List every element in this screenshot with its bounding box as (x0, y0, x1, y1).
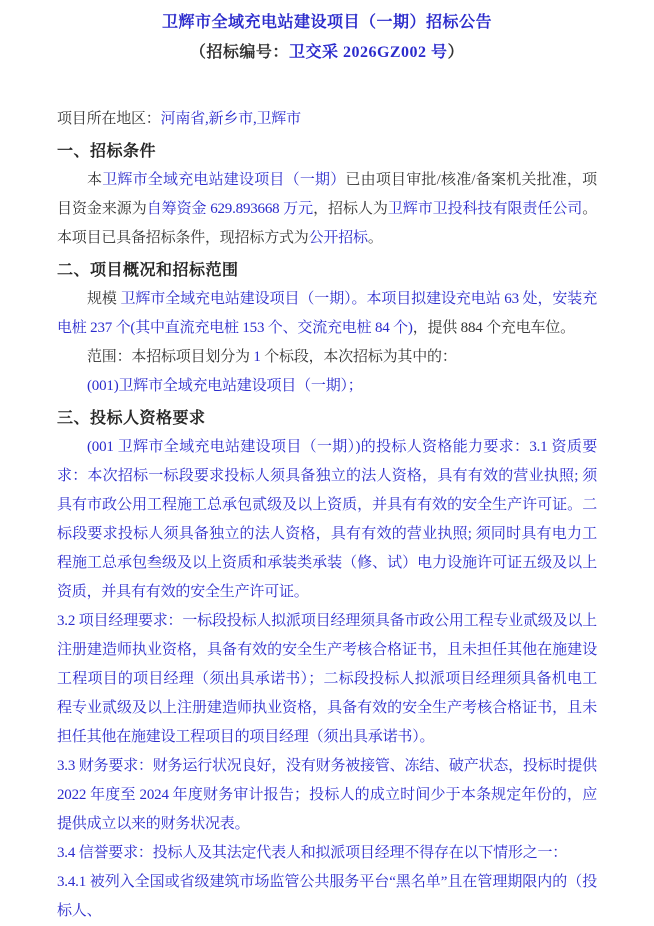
text-run: 1 (253, 349, 261, 365)
text-run: 。本项目已具备招标条件，现招标方式为 (57, 201, 597, 246)
text-run: ） (447, 44, 465, 61)
text-run: 一、招标条件 (57, 143, 157, 160)
text-run: 已由项目审批/核准/备案机关批准，项目资金来源为 (57, 172, 597, 217)
credit-requirements-paragraph (57, 839, 597, 868)
text-run: 3.4.1 被列入全国或省级建筑市场监管公共服务平台“黑名单”且在管理期限内的（投标人、 (57, 874, 597, 919)
document-body (57, 105, 597, 926)
project-location-line (57, 105, 597, 134)
document-title: 卫辉市全域充电站建设项目（一期）招标公告 (161, 14, 492, 31)
text-run: 本 (87, 172, 103, 188)
text-run: 3.4 信誉要求：投标人及其法定代表人和拟派项目经理不得存在以下情形之一： (57, 845, 568, 861)
text-run: 个标段，本次招标为其中的： (260, 349, 457, 365)
text-run: 卫辉市全域充电站建设项目（一期） (102, 172, 346, 188)
text-run: 3.2 项目经理要求：一标段投标人拟派项目经理须具备市政公用工程专业贰级及以上注册建造师执业资格，具备有效的安全生产考核合格证书，且未担任其他在施建设工程项目的项目经理（须出具承诺书）；二标段投标人拟派项目经理须具备机电工程专业贰级及以上注册建造师执业资格，具备有效的安全生产考核合格证书，且未担任其他在施建设工程项目的项目经理（须出具承诺书）。 (57, 613, 597, 745)
document-subtitle (57, 38, 597, 68)
text-run: 公开招标 (308, 230, 368, 246)
text-run: 。 (367, 230, 383, 246)
text-run: 项目所在地区： (57, 111, 161, 127)
text-run: 卫辉市卫投科技有限责任公司 (387, 201, 583, 217)
project-manager-requirements-paragraph (57, 607, 597, 752)
text-run: 范围：本招标项目划分为 (87, 349, 254, 365)
text-run: 河南省,新乡市,卫辉市 (160, 111, 301, 127)
text-run: 卫辉市全域充电站建设项目（一期）。本项目拟建设充电站 63 处，安装充电桩 237 个(其中直流充电桩 153 个、交流充电桩 84 个) (57, 291, 597, 336)
text-run: 三、投标人资格要求 (57, 410, 206, 427)
text-run: 自筹资金 629.893668 万元 (146, 201, 314, 217)
section-heading-2 (57, 256, 597, 285)
financial-requirements-paragraph (57, 752, 597, 839)
text-run: 卫交采 2026GZ002 号 (288, 44, 448, 61)
project-scale-paragraph (57, 285, 597, 343)
text-run: (001)卫辉市全域充电站建设项目（一期）； (87, 378, 363, 394)
text-run: （招标编号： (189, 44, 289, 61)
text-run: ，招标人为 (313, 201, 388, 217)
bid-section-001-line (57, 372, 597, 401)
text-run: (001 卫辉市全域充电站建设项目（一期）)的投标人资格能力要求：3.1 资质要求：本次招标一标段要求投标人须具备独立的法人资格，具有有效的营业执照; 须具有市政公用工程施工总承包贰级及以上资质，并具有有效的安全生产许可证。二标段要求投标人须具备独立的法人资格，具有有效的营业执照; 须同时具有电力工程施工总承包叁级及以上资质和承装类承装（修、试）电力设施许可证五级及以上资质，并具有有效的安全生产许可证。 (57, 439, 597, 600)
text-run: 规模 (87, 291, 121, 307)
tender-conditions-paragraph (57, 166, 597, 253)
section-heading-1 (57, 137, 597, 166)
text-run: 3.3 财务要求：财务运行状况良好，没有财务被接管、冻结、破产状态，投标时提供 2022 年度至 2024 年度财务审计报告；投标人的成立时间少于本条规定年份的，应提供成立以来的财务状况表。 (57, 758, 597, 832)
section-heading-3 (57, 404, 597, 433)
qualification-requirements-paragraph (57, 433, 597, 607)
text-run: ，提供 884 个充电车位。 (412, 320, 575, 336)
text-run: 二、项目概况和招标范围 (57, 262, 239, 279)
tender-scope-paragraph (57, 343, 597, 372)
